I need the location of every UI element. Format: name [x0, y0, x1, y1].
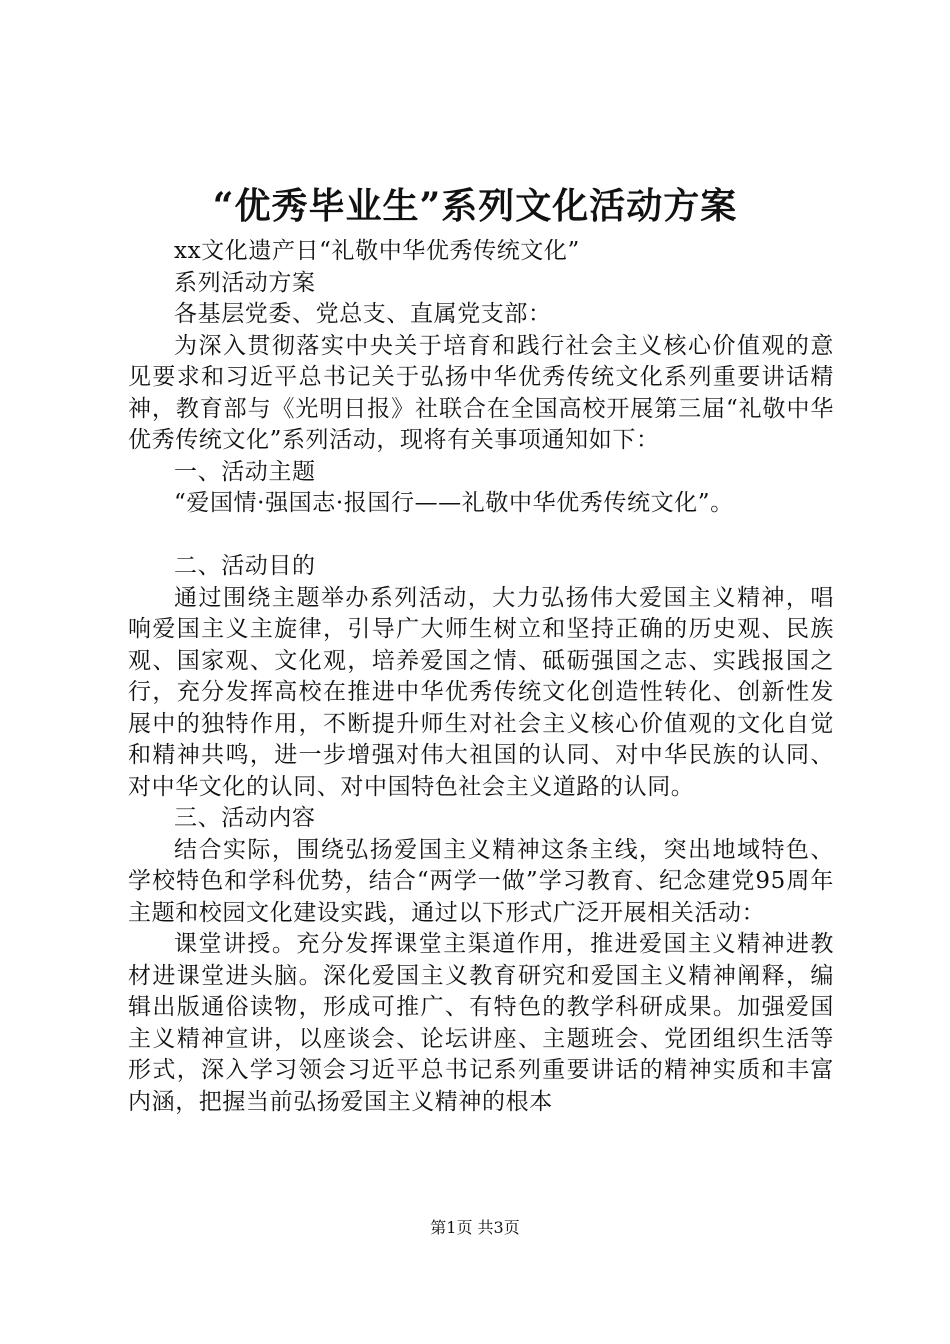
section-heading-theme: 一、活动主题: [174, 458, 316, 485]
subtitle-line-1: xx文化遗产日“礼敬中华优秀传统文化”: [174, 238, 580, 264]
classroom-paragraph: 课堂讲授。充分发挥课堂主渠道作用，推进爱国主义精神进教材进课堂进头脑。深化爱国主义教育研究和爱国主义精神阐释，编辑出版通俗读物，形成可推广、有特色的教学科研成果。加强爱国主义精神宣讲，以座谈会、论坛讲座、主题班会、党团组织生活等形式，深入学习领会习近平总书记系列重要讲话的精神实质和丰富内涵，把握当前弘扬爱国主义精神的根本: [128, 931, 834, 1115]
document-title: “优秀毕业生”系列文化活动方案: [212, 185, 738, 227]
theme-text: “爱国情·强国志·报国行——礼敬中华优秀传统文化”。: [174, 490, 734, 516]
section-heading-content: 三、活动内容: [174, 805, 316, 831]
document-body: [128, 236, 834, 1118]
intro-paragraph: 为深入贯彻落实中央关于培育和践行社会主义核心价值观的意见要求和习近平总书记关于弘扬中华优秀传统文化系列重要讲话精神，教育部与《光明日报》社联合在全国高校开展第三届“礼敬中华优秀传统文化”系列活动，现将有关事项通知如下：: [128, 332, 834, 453]
purpose-paragraph: 通过围绕主题举办系列活动，大力弘扬伟大爱国主义精神，唱响爱国主义主旋律，引导广大师生树立和坚持正确的历史观、民族观、国家观、文化观，培养爱国之情、砥砺强国之志、实践报国之行，充分发挥高校在推进中华优秀传统文化创造性转化、创新性发展中的独特作用，不断提升师生对社会主义核心价值观的文化自觉和精神共鸣，进一步增强对伟大祖国的认同、对中华民族的认同、对中华文化的认同、对中国特色社会主义道路的认同。: [128, 584, 834, 800]
addressee: 各基层党委、党总支、直属党支部：: [174, 301, 552, 327]
paragraph-gap: [128, 520, 834, 552]
page-number: 第1页 共3页: [430, 1218, 520, 1237]
content-paragraph: 结合实际，围绕弘扬爱国主义精神这条主线，突出地域特色、学校特色和学科优势，结合“两学一做”学习教育、纪念建党95周年主题和校园文化建设实践，通过以下形式广泛开展相关活动：: [128, 836, 834, 926]
subtitle-line-2: 系列活动方案: [174, 269, 316, 296]
section-heading-purpose: 二、活动目的: [174, 553, 316, 579]
